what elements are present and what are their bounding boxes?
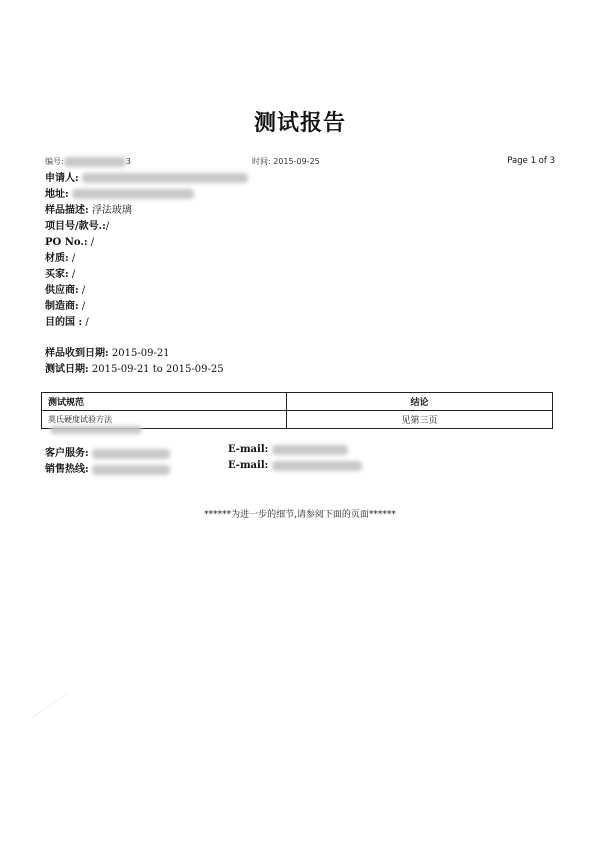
material-field — [45, 252, 75, 266]
destination-field — [45, 316, 89, 330]
page-number: Page 1 of 3 — [507, 156, 555, 166]
item-no-label: 项目号/款号.: — [45, 221, 106, 232]
test-date-value: 2015-09-21 to 2015-09-25 — [91, 364, 224, 375]
received-date-label: 样品收到日期: — [45, 348, 109, 359]
applicant-field — [45, 172, 248, 186]
supplier-label: 供应商: — [45, 285, 79, 296]
destination-value: / — [85, 317, 89, 328]
email-field-2 — [228, 460, 362, 471]
customer-service-label: 客户服务: — [45, 448, 89, 459]
email-label-1: E-mail: — [228, 444, 269, 455]
received-date-field — [45, 347, 170, 361]
table-cell-conclusion: 见第三页 — [287, 411, 553, 429]
po-field — [45, 236, 94, 250]
redacted-applicant — [82, 173, 248, 183]
buyer-value: / — [71, 269, 76, 280]
redacted-report-number — [64, 157, 126, 167]
redacted-email-1 — [272, 445, 348, 455]
redacted-service-phone — [92, 449, 170, 459]
buyer-label: 买家: — [45, 269, 69, 280]
redacted-note — [50, 426, 142, 434]
sample-desc-label: 样品描述: — [45, 205, 89, 216]
sample-desc-field — [45, 204, 132, 218]
report-time-label: 时间: — [252, 157, 271, 166]
test-date-label: 测试日期: — [45, 364, 89, 375]
faint-watermark-mark — [33, 694, 79, 736]
report-time — [252, 156, 320, 167]
report-time-value: 2015-09-25 — [273, 157, 320, 166]
po-label: PO No.: — [45, 237, 88, 248]
redacted-email-2 — [272, 461, 362, 471]
address-label: 地址: — [45, 189, 69, 200]
report-meta-row — [45, 154, 557, 168]
table-header-conclusion: 结论 — [287, 393, 553, 411]
customer-service-field — [45, 444, 170, 459]
destination-label: 目的国 : — [45, 317, 83, 328]
item-no-value: / — [105, 221, 110, 232]
material-value: / — [71, 253, 76, 264]
report-number-label: 编号: — [45, 157, 64, 166]
email-label-2: E-mail: — [228, 460, 269, 471]
footer-note: ******为进一步的细节,请参阅下面的页面****** — [204, 510, 396, 520]
buyer-field — [45, 268, 75, 282]
maker-value: / — [81, 301, 86, 312]
report-number-tail: 3 — [125, 157, 131, 166]
redacted-address — [72, 189, 194, 199]
address-field — [45, 188, 194, 202]
report-number — [45, 156, 131, 167]
email-field-1 — [228, 444, 348, 455]
sales-hotline-label: 销售热线: — [45, 464, 89, 475]
table-header-spec: 测试规范 — [42, 393, 287, 411]
maker-label: 制造商: — [45, 301, 79, 312]
material-label: 材质: — [45, 253, 69, 264]
table-header-row — [42, 393, 553, 411]
sales-hotline-field — [45, 460, 170, 475]
sample-desc-value: 浮法玻璃 — [91, 205, 132, 216]
maker-field — [45, 300, 85, 314]
table-cell-spec: 莫氏硬度试验方法 — [42, 411, 287, 429]
applicant-label: 申请人: — [45, 173, 79, 184]
po-value: / — [90, 237, 95, 248]
redacted-hotline-phone — [92, 465, 170, 475]
page-title: 测试报告 — [253, 111, 346, 136]
item-no-field — [45, 220, 109, 234]
supplier-value: / — [81, 285, 86, 296]
received-date-value: 2015-09-21 — [111, 348, 170, 359]
supplier-field — [45, 284, 85, 298]
result-table — [41, 392, 553, 429]
test-date-field — [45, 363, 224, 377]
